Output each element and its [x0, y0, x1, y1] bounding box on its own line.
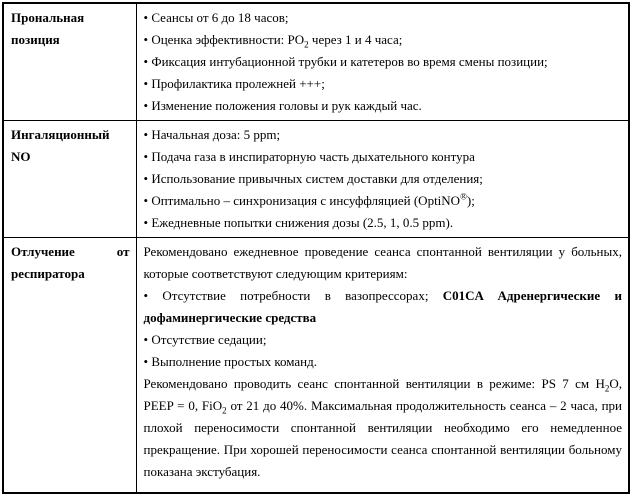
row-header-cell — [3, 238, 136, 493]
bullet-marker: • — [143, 193, 152, 208]
text-segment: от 21 до 40%. Максимальная продолжительность сеанса – 2 часа, при плохой переносимости спонтанной вентиляции необходимо его немедленное прекращение. При хорошей переносимости сеанса спонтанной вентиляции больному показана экстубация. — [143, 398, 622, 479]
bullet-item — [144, 212, 623, 234]
bullet-item — [144, 124, 623, 146]
text-segment: Отсутствие потребности в вазопрессорах; — [162, 288, 443, 303]
text-segment: ); — [466, 193, 475, 208]
bullet-item — [144, 95, 623, 117]
text-segment: ® — [460, 191, 467, 202]
text-segment: 2 — [604, 383, 610, 394]
text-segment: Отсутствие седации; — [151, 332, 267, 347]
table-row — [3, 121, 629, 238]
bullet-marker: • — [143, 76, 152, 91]
text-segment: Выполнение простых команд. — [151, 354, 318, 369]
row-header: Прональная позиция — [11, 10, 85, 47]
bullet-marker: • — [143, 332, 152, 347]
text-segment: Оптимально – синхронизация с инсуффляцией (OptiNO — [151, 193, 461, 208]
bullet-item — [144, 51, 623, 73]
text-segment: Начальная доза: 5 ppm; — [151, 127, 281, 142]
bullet-item — [144, 146, 623, 168]
bullet-marker: • — [143, 149, 152, 164]
text-segment: Использование привычных систем доставки для отделения; — [151, 171, 483, 186]
bullet-item — [144, 29, 623, 51]
text-segment: Сеансы от 6 до 18 часов; — [151, 10, 289, 25]
bullet-marker: • — [143, 10, 152, 25]
text-segment: Профилактика пролежней +++; — [151, 76, 325, 91]
bullet-marker: • — [143, 215, 152, 230]
bullet-item — [144, 168, 623, 190]
bullet-marker: • — [143, 171, 152, 186]
text-segment: Рекомендовано проводить сеанс спонтанной вентиляции в режиме: PS 7 см H — [143, 376, 605, 391]
row-body-cell — [136, 121, 629, 238]
text-segment: Ежедневные попытки снижения дозы (2.5, 1, 0.5 ppm). — [151, 215, 454, 230]
row-body-cell — [136, 3, 629, 121]
protocol-table — [2, 2, 630, 494]
row-body-cell — [136, 238, 629, 493]
table-row — [3, 238, 629, 493]
row-header-cell — [3, 3, 136, 121]
text-segment: O, PEEP = 0, FiO — [143, 376, 622, 413]
bullet-item — [144, 329, 623, 351]
text-segment: 2 — [304, 39, 309, 50]
table-row — [3, 3, 629, 121]
bullet-marker: • — [143, 32, 152, 47]
paragraph — [144, 373, 623, 483]
text-segment: Изменение положения головы и рук каждый час. — [151, 98, 422, 113]
text-segment: C01CA Адренергические и дофаминергические средства — [143, 288, 622, 325]
row-header-cell — [3, 121, 136, 238]
table-body — [3, 3, 629, 493]
row-header: Отлучение от респиратора — [11, 244, 130, 281]
text-segment: Фиксация интубационной трубки и катетеров во время смены позиции; — [151, 54, 548, 69]
text-segment: Оценка эффективности: PO — [151, 32, 305, 47]
bullet-item — [144, 190, 623, 212]
bullet-item — [144, 7, 623, 29]
bullet-marker: • — [143, 288, 163, 303]
text-segment: 2 — [222, 405, 227, 416]
bullet-marker: • — [143, 54, 152, 69]
bullet-marker: • — [143, 98, 152, 113]
paragraph — [144, 241, 623, 285]
bullet-item — [144, 285, 623, 329]
bullet-item — [144, 351, 623, 373]
row-header: Ингаляционный NO — [11, 127, 110, 164]
text-segment: через 1 и 4 часа; — [308, 32, 403, 47]
text-segment: Подача газа в инспираторную часть дыхательного контура — [151, 149, 475, 164]
text-segment: Рекомендовано ежедневное проведение сеанса спонтанной вентиляции у больных, которые соответствуют следующим критериям: — [143, 244, 622, 281]
bullet-marker: • — [143, 354, 152, 369]
bullet-item — [144, 73, 623, 95]
bullet-marker: • — [143, 127, 152, 142]
